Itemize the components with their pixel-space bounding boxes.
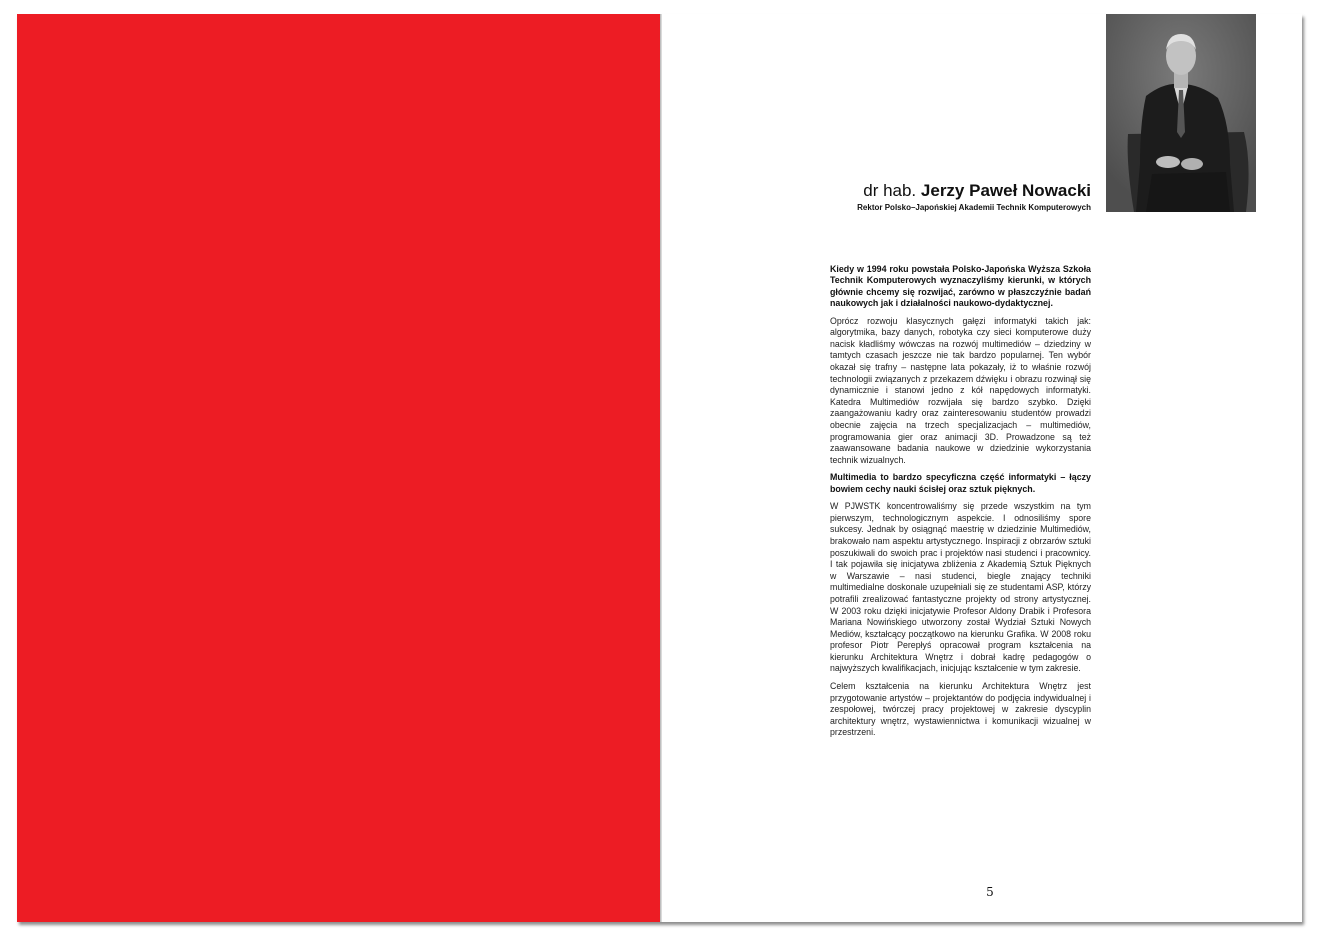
portrait-photo (1106, 14, 1256, 212)
paragraph-lead-1: Kiedy w 1994 roku powstała Polsko-Japońska Wyższa Szkoła Technik Komputerowych wyznaczyliśmy kierunki, w których głównie chcemy się rozwijać, zarówno w płaszczyźnie badań naukowych jak i działalności naukowo-dydaktycznej. (830, 264, 1091, 309)
paragraph-5: Celem kształcenia na kierunku Architektura Wnętrz jest przygotowanie artystów – projektantów do podjęcia indywidualnej i zespołowej, twórczej pracy projektowej w zakresie dyscyplin architektury wnętrz, wystawiennictwa i komunikacji wizualnej w przestrzeni. (830, 681, 1091, 738)
article-body (830, 264, 1091, 745)
left-page-red (17, 14, 660, 922)
paragraph-lead-3: Multimedia to bardzo specyficzna część informatyki – łączy bowiem cechy nauki ścisłej oraz sztuk pięknych. (830, 472, 1091, 494)
author-role: Rektor Polsko–Japońskiej Akademii Technik Komputerowych (857, 203, 1091, 212)
author-title-prefix: dr hab. (863, 181, 917, 200)
book-spread (17, 14, 1302, 922)
right-page (662, 14, 1302, 922)
author-heading (691, 181, 1091, 212)
paragraph-4: W PJWSTK koncentrowaliśmy się przede wszystkim na tym pierwszym, technologicznym aspekcie. I odnosiliśmy spore sukcesy. Jednak by osiągnąć maestrię w dziedzinie Multimediów, brakowało nam aspektu artystycznego. Inspiracji z obrzarów sztuki poszukiwali do swoich prac i projektów nasi studenci i pracownicy. I tak pojawiła się inicjatywa zbliżenia z Akademią Sztuk Pięknych w Warszawie – nasi studenci, biegle znający techniki multimedialne doskonale uzupełniali się ze studentami ASP, którzy potrafili zrealizować fantastyczne projekty od strony artystycznej. W 2003 roku dzięki inicjatywie Profesor Aldony Drabik i Profesora Mariana Nowińskiego utworzony został Wydział Sztuki Nowych Mediów, kształcący początkowo na kierunku Grafika. W 2008 roku profesor Piotr Perepłyś opracował program kształcenia na kierunku Architektura Wnętrz i dobrał kadrę pedagogów o najwyższych kwalifikacjach, inicjując kształcenie w tym zakresie. (830, 501, 1091, 674)
author-name: Jerzy Paweł Nowacki (920, 181, 1091, 200)
portrait-photo-icon (1106, 14, 1256, 212)
page-number: 5 (986, 885, 994, 899)
author-name-line (691, 181, 1091, 201)
paragraph-2: Oprócz rozwoju klasycznych gałęzi informatyki takich jak: algorytmika, bazy danych, robotyka czy sieci komputerowe duży nacisk kładliśmy wówczas na rozwój multimediów – dziedziny w tamtych czasach jeszcze nie tak bardzo popularnej. Ten wybór okazał się trafny – następne lata pokazały, iż to właśnie rozwój technologii związanych z przekazem dźwięku i obrazu rozwinął się dynamicznie i stanowi jedno z kół napędowych informatyki. Katedra Multimediów rozwijała się bardzo szybko. Dzięki zaangażowaniu kadry oraz zainteresowaniu studentów prowadzi obecnie zajęcia na trzech specjalizacjach – multimediów, programowania gier oraz animacji 3D. Prowadzone są też zaawansowane badania naukowe w dziedzinie wykorzystania technik wizualnych. (830, 315, 1091, 465)
